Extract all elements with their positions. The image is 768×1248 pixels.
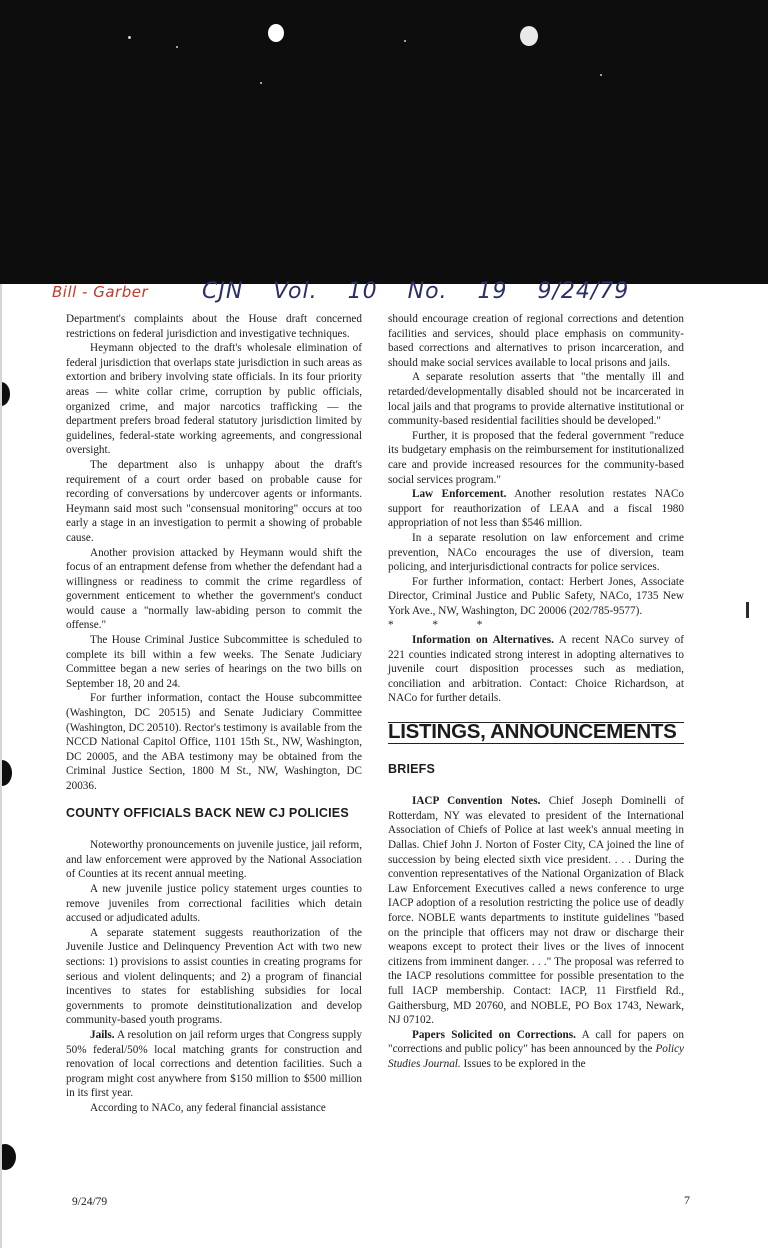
binder-hole-3 — [0, 1144, 16, 1170]
handwritten-annotation — [52, 281, 692, 315]
paragraph: Heymann objected to the draft's wholesale elimination of federal jurisdiction that overlaps state jurisdiction in such areas as extortion and bribery involving state officials. In its four priority areas — white collar crime, corruption by public officials, organized crime, and major narcotics trafficking — the department prefers broad federal statutory jurisdiction limited by guidelines, federal-state working agreements, and congressional oversight. — [66, 342, 362, 457]
punch-hole-top — [268, 24, 284, 42]
paragraph — [388, 794, 684, 1028]
paragraph-text: A resolution on jail reform urges that Congress supply 50% federal/50% local matching grants for construction and renovation of local corrections and detention facilities. Such a program might cost anywhere from $150 million to $500 million in its first year. — [66, 1028, 362, 1100]
briefs-heading: BRIEFS — [388, 761, 436, 776]
paragraph — [388, 487, 684, 531]
scan-edge-mark — [746, 602, 749, 618]
left-column — [66, 312, 362, 1115]
handwriting-red: Bill - Garber — [52, 283, 149, 301]
paragraph: A new juvenile justice policy statement urges counties to remove juveniles from correctional facilities which detain accused or adjudicated adults. — [66, 882, 362, 925]
page-number: 7 — [684, 1193, 690, 1207]
run-in-heading: Information on Alternatives. — [412, 634, 554, 647]
separator-stars: * * * — [388, 619, 501, 632]
paragraph — [66, 1028, 362, 1101]
paragraph-text: A call for papers on "corrections and public policy" has been announced by the — [388, 1028, 684, 1056]
scan-dark-area — [0, 0, 768, 284]
paragraph: For further information, contact: Herbert Jones, Associate Director, Criminal Justice and Public Safety, NACo, 1735 New York Ave., NW, Washington, DC 20006 (202/785-9577). — [388, 575, 684, 617]
paragraph: Another provision attacked by Heymann would shift the focus of an entrapment defense from whether the defendant had a willingness or readiness to commit the crime regardless of government enticement to whether the government's conduct would cause a "normally law-abiding person to commit the offense." — [66, 546, 362, 632]
run-in-heading: IACP Convention Notes. — [412, 795, 541, 808]
listings-heading: LISTINGS, ANNOUNCEMENTS — [388, 722, 684, 744]
paragraph: A separate resolution asserts that "the mentally ill and retarded/developmentally disabled should not be incarcerated in local jails and that programs to provide alternative institutional or community-based residential facilities should be developed." — [388, 371, 684, 428]
paragraph: A separate statement suggests reauthorization of the Juvenile Justice and Delinquency Prevention Act with two new sections: 1) provisions to assist counties in creating programs for serious and violent delinquents; and 2) a program of financial incentives to states for establishing subsidies for local governments to promote deinstitutionalization and develop community-based youth programs. — [66, 926, 362, 1027]
paragraph — [388, 633, 684, 706]
scan-edge-mark — [0, 284, 2, 1248]
footer-date: 9/24/79 — [72, 1196, 108, 1208]
paragraph-text: Another resolution restates NACo support for reauthorization of LEAA and a fiscal 1980 appropriation of not less than $546 million. — [388, 488, 684, 530]
run-in-heading: Papers Solicited on Corrections. — [412, 1028, 576, 1041]
journal-title: Policy Studies Journal. — [388, 1043, 685, 1070]
run-in-heading: Law Enforcement. — [412, 488, 507, 501]
paragraph: The House Criminal Justice Subcommittee is scheduled to complete its bill within a few weeks. The Senate Judiciary Committee began a new series of hearings on the two bills on September 18, 20 and 24. — [66, 634, 362, 690]
right-column — [388, 312, 684, 1072]
paragraph: The department also is unhappy about the draft's requirement of a court order based on probable cause for recording of conversations by undercover agents or informants. Heymann said most such "consensual monitoring" occurs at too early a stage in an investigation to permit a showing of probable cause. — [66, 458, 362, 544]
paragraph: should encourage creation of regional corrections and detention facilities and services, should place emphasis on community-based corrections and alternatives to prison incarceration, and should make social services available to local prisons and jails. — [388, 313, 684, 369]
paragraph: In a separate resolution on law enforcement and crime prevention, NACo encourages the use of diversion, team policing, and interjurisdictional contracts for police services. — [388, 531, 684, 574]
handwriting-blue: CJN Vol. 10 No. 19 9/24/79 — [202, 279, 630, 304]
paragraph: Department's complaints about the House draft concerned restrictions on federal jurisdiction and investigative techniques. — [66, 313, 362, 340]
paragraph-text: Issues to be explored in the — [460, 1057, 586, 1070]
paragraph: Further, it is proposed that the federal government "reduce its budgetary emphasis on the reimbursement for institutionalized care and provide increased resources for the community-based social services program." — [388, 429, 684, 486]
section-heading: COUNTY OFFICIALS BACK NEW CJ POLICIES — [66, 805, 349, 820]
paragraph — [388, 1028, 684, 1072]
paragraph: According to NACo, any federal financial assistance — [90, 1101, 326, 1114]
punch-hole-top-right — [520, 26, 538, 46]
paragraph-text: Chief Joseph Dominelli of Rotterdam, NY was elevated to president of the International Association of Chiefs of Police at last week's annual meeting in Dallas. Chief John J. Norton of Foster City, CA joined the line of succession by being elected sixth vice president. . . . During the convention representatives of the National Organization of Black Law Enforcement Executives called a news conference to urge IACP adoption of a resolution restricting the police use of deadly force. NOBLE wants departments to institute guidelines "based on the principle that officers may not draw or discharge their weapons except to protect their lives or the lives of innocent citizens from imminent danger. . . ." The proposal was referred to the IACP resolutions committee for possible presentation to the full IACP membership. Contact: IACP, 11 Firstfield Rd., Gaithersburg, MD 20760, and NOBLE, PO Box 1743, Newark, NJ 07102. — [388, 795, 685, 1027]
paragraph: For further information, contact the House subcommittee (Washington, DC 20515) and Senate Judiciary Committee (Washington, DC 20510). Rector's testimony is available from the NCCD National Capitol Office, 1101 15th St., NW, Washington, DC 20005, and the ABA testimony may be obtained from the Criminal Justice Section, 1800 M St., NW, Washington, DC 20036. — [66, 692, 362, 792]
paragraph: Noteworthy pronouncements on juvenile justice, jail reform, and law enforcement were approved by the National Association of Counties at its recent annual meeting. — [66, 839, 362, 881]
paragraph-text: A recent NACo survey of 221 counties indicated strong interest in adopting alternatives to juvenile court disposition processes such as mediation, conciliation and arbitration. Contact: Choice Richardson, at NACo for further details. — [388, 634, 685, 705]
run-in-heading: Jails. — [90, 1028, 115, 1041]
